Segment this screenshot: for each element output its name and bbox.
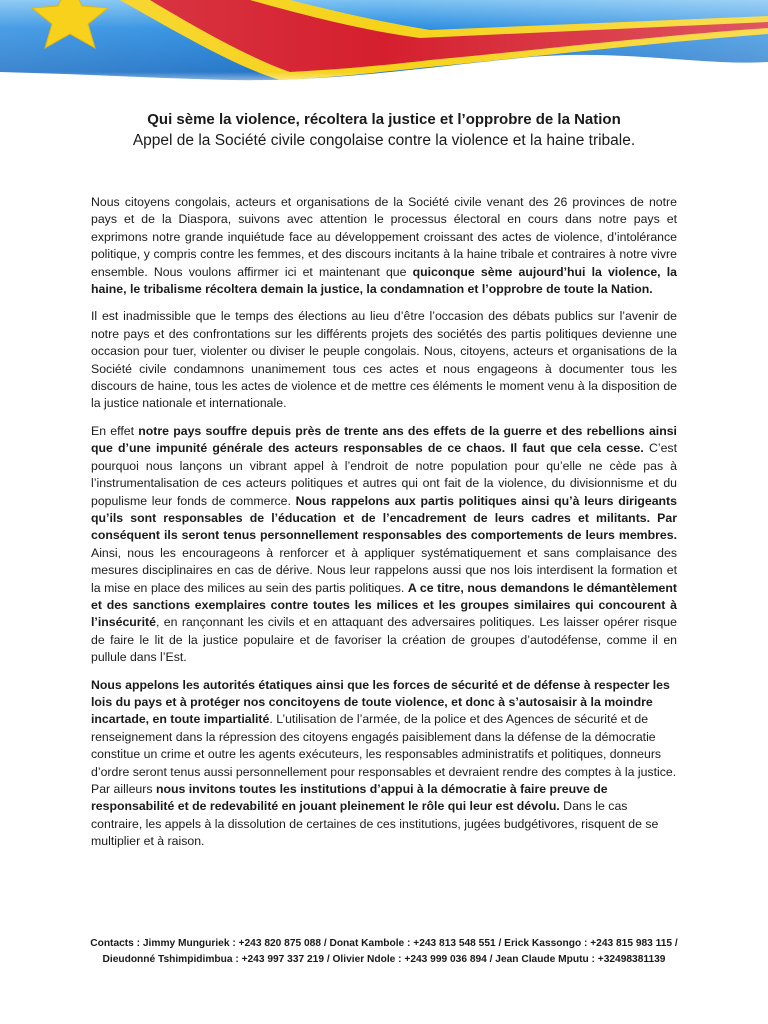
- paragraph: [91, 677, 677, 851]
- paragraph-text: En effet: [91, 423, 139, 438]
- paragraph-text: C’est pourquoi nous lançons un vibrant appel à l’endroit de notre population pour qu’elle ne cède pas à l’instrumentalisation de ces acteurs politiques et autres qui ont fait de la violence, du divisionnisme et du populisme leur fonds de commerce.: [91, 441, 677, 508]
- contacts-footer: Contacts : Jimmy Munguriek : +243 820 875 088 / Donat Kambole : +243 813 548 551 / Erick Kassongo : +243 815 983 115 / Dieudonné Tshimpidimbua : +243 997 337 219 / Olivier Ndole : +243 999 036 894 / Jean Claude Mputu : +32498381139: [90, 938, 678, 965]
- paragraph: [91, 194, 677, 298]
- paragraph-bold-text: Nous rappelons aux partis politiques ainsi qu’à leurs dirigeants qu’ils sont responsables de l’éducation et de l’encadrement de leurs cadres et militants. Par conséquent ils seront tenus personnellement responsables des comportements de leurs membres.: [91, 493, 677, 543]
- paragraph-text: Nous citoyens congolais, acteurs et organisations de la Société civile venant des 26 provinces de notre pays et de la Diaspora, suivons avec attention le processus électoral en cours dans notre pays et exprimons notre grande inquiétude face au développement croissant des actes de violence, d’intolérance politique, y compris contre les femmes, et des discours incitants à la haine tribale et contraires à notre vivre ensemble. Nous voulons affirmer ici et maintenant que: [91, 195, 677, 279]
- flag-banner: [0, 0, 768, 90]
- document-title: Qui sème la violence, récoltera la justice et l’opprobre de la Nation: [147, 111, 621, 128]
- paragraph: [91, 423, 677, 667]
- paragraph-text: . L’utilisation de l’armée, de la police et des Agences de sécurité et de renseignement dans la répression des citoyens engagés paisiblement dans la défense de la démocratie constitue un crime et outre les agents exécuteurs, les responsables administratifs et politiques, donneurs d’ordre seront tenus aussi personnellement pour responsables et devraient rendre des comptes à la justice. Par ailleurs: [91, 712, 677, 796]
- document-subtitle: Appel de la Société civile congolaise contre la violence et la haine tribale.: [132, 132, 636, 149]
- drc-flag-icon: [0, 0, 768, 90]
- paragraph-bold-text: Nous appelons les autorités étatiques ainsi que les forces de sécurité et de défense à respecter les lois du pays et à protéger nos concitoyens de toute violence, et donc à s’autosaisir à la moindre incartade, en toute impartialité: [91, 677, 670, 727]
- paragraph-text: , en rançonnant les civils et en attaquant des adversaires politiques. Les laisser opérer risque de faire le lit de la justice populaire et de favoriser la création de groupes d’autodéfense, comme il en pullule dans l’Est.: [91, 615, 677, 665]
- paragraph-bold-text: A ce titre, nous demandons le démantèlement et des sanctions exemplaires contre toutes les milices et les groupes similaires qui concourent à l’insécurité: [91, 580, 677, 630]
- paragraph-text: Dans le cas contraire, les appels à la dissolution de certaines de ces institutions, jugées budgétivores, risquent de se multiplier et à raison.: [91, 799, 659, 849]
- paragraph-text: Il est inadmissible que le temps des élections au lieu d’être l’occasion des débats publics sur l’avenir de notre pays et des confrontations sur les différents projets des sociétés des partis politiques devienne une occasion pour tuer, violenter ou diviser le peuple congolais. Nous, citoyens, acteurs et organisations de la Société civile condamnons unanimement tous ces actes et nous engageons à documenter tous les discours de haine, tous les actes de violence et de mettre ces éléments le moment venu à la disposition de la justice nationale et internationale.: [91, 309, 677, 411]
- header: [40, 110, 728, 152]
- paragraph-bold-text: notre pays souffre depuis près de trente ans des effets de la guerre et des rebellions ainsi que d’une impunité générale des acteurs responsables de ce chaos. Il faut que cela cesse.: [91, 423, 677, 456]
- document-body: [91, 194, 677, 861]
- paragraph: [91, 308, 677, 412]
- paragraph-bold-text: nous invitons toutes les institutions d’appui à la démocratie à faire preuve de responsabilité et de redevabilité en jouant pleinement le rôle qui leur est dévolu.: [91, 782, 608, 814]
- paragraph-text: Ainsi, nous les encourageons à renforcer et à appliquer systématiquement et sans complaisance des mesures disciplinaires en cas de dérive. Nous leur rappelons aussi que nos lois interdisent la formation et la mise en place des milices au sein des partis politiques.: [91, 545, 677, 595]
- paragraph-bold-text: quiconque sème aujourd’hui la violence, la haine, le tribalisme récoltera demain la justice, la condamnation et l’opprobre de toute la Nation.: [91, 264, 677, 297]
